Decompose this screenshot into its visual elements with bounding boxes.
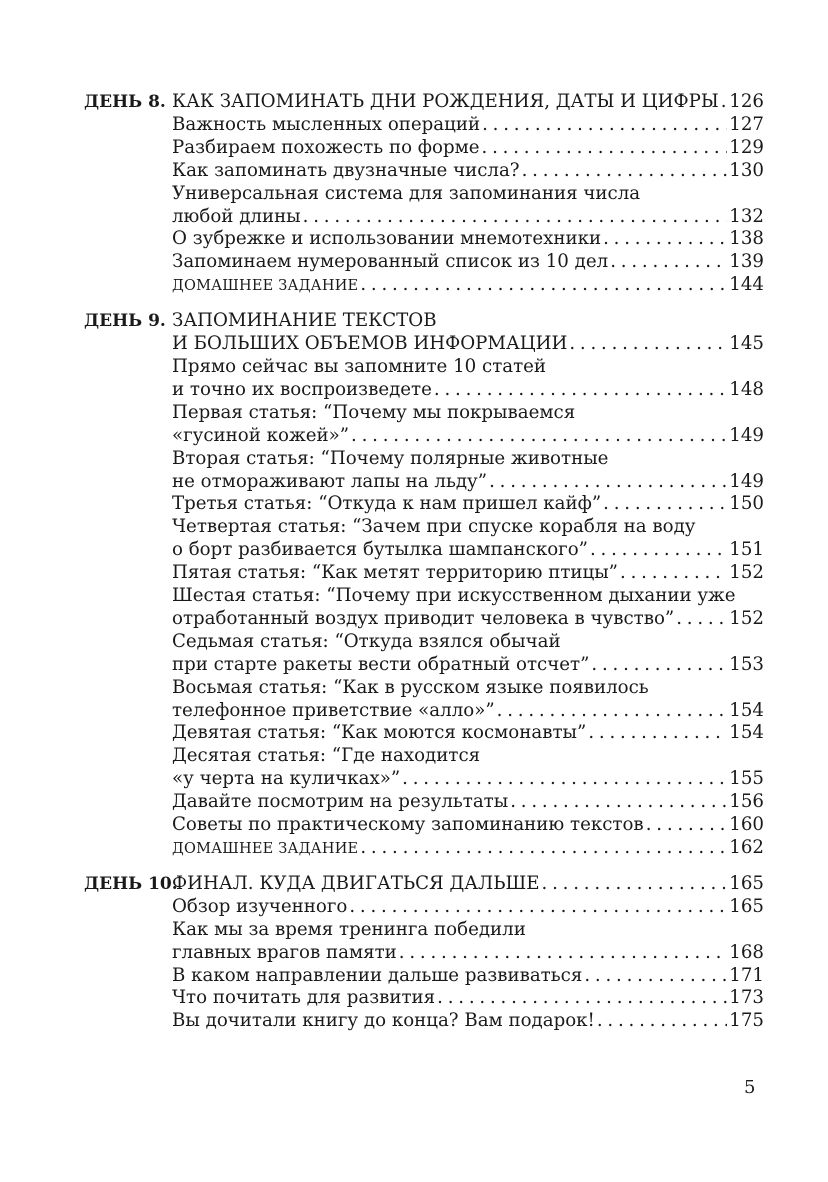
- toc-entry: [172, 987, 764, 1010]
- entry-title: телефонное приветствие «алло»”: [172, 699, 495, 721]
- page-ref: 138: [729, 228, 764, 250]
- toc-entry-line: [172, 896, 764, 919]
- toc-entry: [172, 402, 764, 448]
- day-label: ДЕНЬ 8.: [84, 92, 166, 112]
- toc-entry-line: [172, 1010, 764, 1033]
- day-label: ДЕНЬ 10.: [84, 873, 178, 894]
- entry-title: Третья статья: “Откуда к нам пришел кайф”: [172, 493, 602, 515]
- toc-entry-line: [172, 274, 764, 298]
- toc-entry-line: [172, 448, 764, 471]
- toc-section: [84, 873, 764, 1033]
- page-ref: 165: [729, 872, 764, 894]
- toc-entries: [172, 873, 764, 1033]
- toc-entry-line: [172, 585, 764, 608]
- entry-title: Пятая статья: “Как метят территорию птицы”: [172, 562, 618, 584]
- toc-entry: [172, 814, 764, 837]
- toc-entry: [172, 1010, 764, 1033]
- dot-leader: [399, 942, 727, 965]
- entry-title: ЗАПОМИНАНИЕ ТЕКСТОВ: [172, 310, 437, 332]
- toc-entry-line: [172, 987, 764, 1010]
- toc-entry: [172, 791, 764, 814]
- page-ref: 130: [729, 159, 764, 181]
- toc-entry-line: [172, 160, 764, 183]
- toc-entry-line: [172, 114, 764, 137]
- toc-entry-line: [172, 722, 764, 745]
- entry-title: отработанный воздух приводит человека в чувство”: [172, 607, 675, 629]
- toc-entry: [172, 896, 764, 919]
- entry-title: о борт разбивается бутылка шампанского”: [172, 539, 588, 561]
- entry-title: Шестая статья: “Почему при искусственном дыхании уже: [172, 585, 736, 607]
- toc-section: [84, 310, 764, 861]
- page-ref: 144: [729, 274, 764, 296]
- entry-title: Вы дочитали книгу до конца? Вам подарок!: [172, 1010, 595, 1032]
- toc-entry-line: [172, 791, 764, 814]
- toc-entry-line: [172, 919, 764, 942]
- entry-title: ДОМАШНЕЕ ЗАДАНИЕ: [172, 278, 359, 295]
- entry-title: ДОМАШНЕЕ ЗАДАНИЕ: [172, 841, 359, 857]
- page-ref: 168: [729, 941, 764, 963]
- dot-leader: [597, 1010, 727, 1033]
- entry-title: «у черта на куличках»”: [172, 768, 401, 790]
- dot-leader: [610, 251, 727, 274]
- page-ref: 155: [729, 768, 764, 790]
- entry-title: Как запоминать двузначные числа?: [172, 159, 520, 181]
- toc-entry-line: [172, 873, 764, 896]
- page-ref: 148: [729, 378, 764, 400]
- toc-entry-line: [172, 251, 764, 274]
- dot-leader: [603, 228, 727, 251]
- dot-leader: [497, 700, 728, 723]
- dot-leader: [360, 837, 727, 860]
- page-ref: 149: [729, 424, 764, 446]
- entry-title: Давайте посмотрим на результаты: [172, 791, 509, 813]
- page-ref: 171: [729, 964, 764, 986]
- dot-leader: [482, 114, 727, 137]
- entry-title: и точно их воспроизведете: [172, 378, 432, 400]
- page-ref: 150: [729, 493, 764, 515]
- toc-entry-line: [172, 137, 764, 160]
- toc-entry-line: [172, 942, 764, 965]
- table-of-contents: [84, 91, 764, 1045]
- toc-entry: [172, 493, 764, 516]
- dot-leader: [303, 206, 728, 229]
- entry-title: при старте ракеты вести обратный отсчет”: [172, 653, 590, 675]
- entry-title: Что почитать для развития: [172, 987, 436, 1009]
- toc-entry-line: [172, 631, 764, 654]
- entry-title: Разбираем похожесть по форме: [172, 136, 480, 158]
- dot-leader: [646, 814, 728, 837]
- dot-leader: [721, 91, 728, 114]
- dot-leader: [620, 562, 727, 585]
- dot-leader: [590, 539, 727, 562]
- toc-entry: [172, 677, 764, 723]
- page-ref: 156: [729, 791, 764, 813]
- entry-title: главных врагов памяти: [172, 941, 397, 963]
- dot-leader: [584, 965, 727, 988]
- day-label: ДЕНЬ 9.: [84, 311, 166, 332]
- entry-title: О зубрежке и использовании мнемотехники: [172, 228, 602, 250]
- dot-leader: [569, 333, 727, 356]
- toc-entry-line: [172, 425, 764, 448]
- toc-entry-line: [172, 379, 764, 402]
- entry-title: Универсальная система для запоминания числа: [172, 182, 641, 204]
- entry-title: Важность мысленных операций: [172, 113, 481, 135]
- page-ref: 153: [729, 653, 764, 675]
- entry-title: Прямо сейчас вы запомните 10 статей: [172, 355, 547, 377]
- toc-entry-line: [172, 768, 764, 791]
- dot-leader: [489, 471, 727, 494]
- dot-leader: [591, 654, 727, 677]
- entry-title: КАК ЗАПОМИНАТЬ ДНИ РОЖДЕНИЯ, ДАТЫ И ЦИФРЫ: [172, 91, 719, 112]
- dot-leader: [434, 379, 727, 402]
- dot-leader: [588, 722, 727, 745]
- dot-leader: [676, 608, 727, 631]
- entry-title: Вторая статья: “Почему полярные животные: [172, 447, 609, 469]
- toc-entry-line: [172, 539, 764, 562]
- entry-title: В каком направлении дальше развиваться: [172, 964, 583, 986]
- entry-title: Восьмая статья: “Как в русском языке появилось: [172, 676, 649, 698]
- toc-entry: [172, 448, 764, 494]
- toc-entry-line: [172, 608, 764, 631]
- page-ref: 151: [729, 539, 764, 561]
- page-ref: 139: [729, 251, 764, 273]
- entry-title: Девятая статья: “Как моются космонавты”: [172, 722, 587, 744]
- entry-title: любой длины: [172, 205, 301, 227]
- toc-entry-line: [172, 837, 764, 861]
- toc-entries: [172, 91, 764, 298]
- page-ref: 162: [729, 837, 764, 858]
- dot-leader: [522, 160, 728, 183]
- toc-entry: [172, 837, 764, 861]
- toc-entry-line: [172, 654, 764, 677]
- page-number: 5: [744, 1077, 756, 1098]
- entry-title: Как мы за время тренинга победили: [172, 918, 526, 940]
- toc-entry-line: [172, 333, 764, 356]
- toc-entry-line: [172, 562, 764, 585]
- toc-section: [84, 91, 764, 298]
- toc-entry: [172, 516, 764, 562]
- toc-entry: [172, 183, 764, 229]
- toc-entry-line: [172, 183, 764, 206]
- toc-entry-line: [172, 402, 764, 425]
- toc-entry: [172, 562, 764, 585]
- toc-entry: [172, 274, 764, 298]
- page-ref: 149: [729, 470, 764, 492]
- dot-leader: [437, 987, 727, 1010]
- page-ref: 154: [729, 699, 764, 721]
- page-ref: 152: [729, 562, 764, 584]
- dot-leader: [603, 493, 727, 516]
- toc-entry-line: [172, 745, 764, 768]
- dot-leader: [542, 873, 728, 896]
- toc-entry-line: [172, 91, 764, 114]
- page-ref: 175: [729, 1010, 764, 1032]
- dot-leader: [351, 425, 727, 448]
- page-ref: 129: [729, 136, 764, 158]
- entry-title: Десятая статья: “Где находится: [172, 745, 481, 767]
- toc-entry: [172, 114, 764, 137]
- dot-leader: [482, 137, 728, 160]
- page-ref: 132: [729, 205, 764, 227]
- toc-entry: [172, 745, 764, 791]
- entry-title: Запоминаем нумерованный список из 10 дел: [172, 251, 609, 273]
- toc-entry: [172, 91, 764, 114]
- toc-entry: [172, 631, 764, 677]
- toc-entry: [172, 585, 764, 631]
- toc-entry: [172, 228, 764, 251]
- dot-leader: [349, 896, 727, 919]
- toc-entry-line: [172, 310, 764, 333]
- toc-entry: [172, 722, 764, 745]
- entry-title: Седьмая статья: “Откуда взялся обычай: [172, 630, 561, 652]
- toc-entry-line: [172, 677, 764, 700]
- toc-entry-line: [172, 206, 764, 229]
- page-ref: 165: [729, 895, 764, 917]
- toc-entry-line: [172, 965, 764, 988]
- toc-entry-line: [172, 471, 764, 494]
- entry-title: «гусиной кожей»”: [172, 424, 349, 446]
- toc-entry: [172, 873, 764, 896]
- page-ref: 173: [729, 987, 764, 1009]
- toc-entry-line: [172, 516, 764, 539]
- entry-title: не отмораживают лапы на льду”: [172, 470, 488, 492]
- dot-leader: [402, 768, 727, 791]
- toc-entry: [172, 310, 764, 356]
- toc-entry-line: [172, 228, 764, 251]
- toc-entry: [172, 137, 764, 160]
- toc-entry-line: [172, 356, 764, 379]
- page-ref: 154: [729, 722, 764, 744]
- entry-title: ФИНАЛ. КУДА ДВИГАТЬСЯ ДАЛЬШЕ: [172, 872, 540, 894]
- dot-leader: [360, 274, 727, 297]
- page-ref: 127: [729, 113, 764, 135]
- toc-entry-line: [172, 700, 764, 723]
- toc-entry: [172, 919, 764, 965]
- entry-title: И БОЛЬШИХ ОБЪЕМОВ ИНФОРМАЦИИ: [172, 333, 568, 355]
- dot-leader: [510, 791, 727, 814]
- page-ref: 126: [729, 91, 764, 112]
- entry-title: Первая статья: “Почему мы покрываемся: [172, 401, 576, 423]
- toc-entries: [172, 310, 764, 861]
- page-ref: 145: [729, 333, 764, 355]
- toc-entry: [172, 160, 764, 183]
- entry-title: Обзор изученного: [172, 895, 348, 917]
- toc-entry: [172, 356, 764, 402]
- entry-title: Четвертая статья: “Зачем при спуске корабля на воду: [172, 516, 696, 538]
- toc-entry: [172, 965, 764, 988]
- page-ref: 152: [729, 607, 764, 629]
- toc-entry-line: [172, 814, 764, 837]
- toc-entry-line: [172, 493, 764, 516]
- entry-title: Советы по практическому запоминанию текстов: [172, 814, 644, 836]
- page-ref: 160: [729, 814, 764, 836]
- toc-entry: [172, 251, 764, 274]
